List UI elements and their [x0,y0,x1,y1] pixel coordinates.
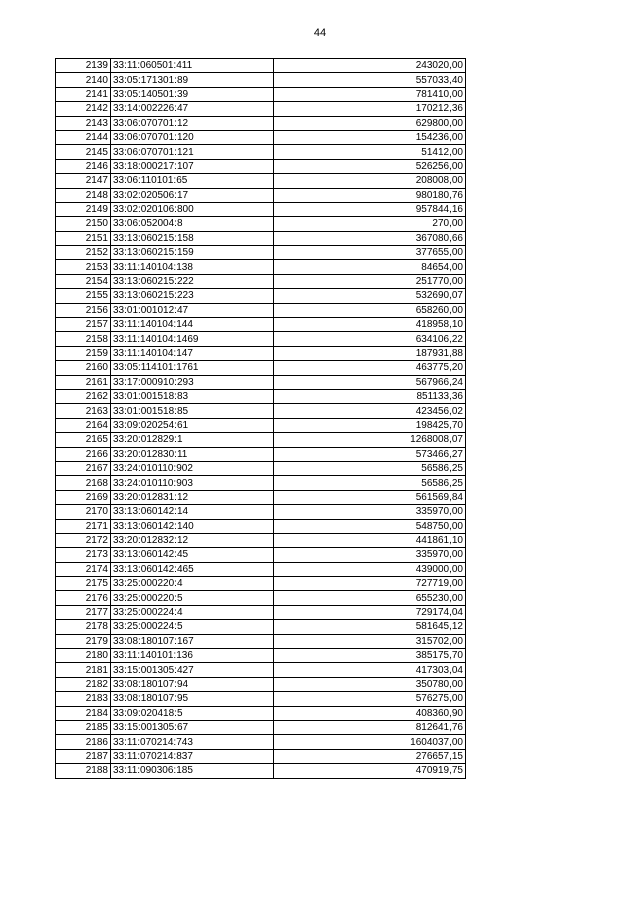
cadastral-number-cell: 33:25:000220:4 [111,577,274,591]
cadastral-number-cell: 33:06:070701:12 [111,116,274,130]
table-row [56,174,466,188]
cadastral-number-cell: 33:11:070214:837 [111,749,274,763]
row-number-cell: 2152 [56,246,111,260]
row-number-cell: 2188 [56,764,111,778]
cadastral-number-cell: 33:06:052004:8 [111,217,274,231]
cadastral-number-cell: 33:05:114101:1761 [111,361,274,375]
table-row [56,116,466,130]
cadastral-number-cell: 33:13:060142:14 [111,505,274,519]
row-number-cell: 2175 [56,577,111,591]
cadastral-number-cell: 33:01:001012:47 [111,303,274,317]
row-number-cell: 2160 [56,361,111,375]
cadastral-number-cell: 33:13:060142:45 [111,548,274,562]
table-row [56,490,466,504]
row-number-cell: 2182 [56,677,111,691]
row-number-cell: 2151 [56,231,111,245]
table-row [56,519,466,533]
cadastral-number-cell: 33:05:140501:39 [111,87,274,101]
table-row [56,505,466,519]
table-row [56,318,466,332]
row-number-cell: 2141 [56,87,111,101]
value-cell: 170212,36 [274,102,466,116]
value-cell: 658260,00 [274,303,466,317]
cadastral-number-cell: 33:14:002226:47 [111,102,274,116]
value-cell: 470919,75 [274,764,466,778]
value-cell: 367080,66 [274,231,466,245]
table-row [56,764,466,778]
cadastral-number-cell: 33:11:060501:411 [111,59,274,73]
row-number-cell: 2146 [56,159,111,173]
table-row [56,663,466,677]
cadastral-number-cell: 33:11:140104:147 [111,346,274,360]
cadastral-number-cell: 33:11:140104:144 [111,318,274,332]
cadastral-number-cell: 33:08:180107:94 [111,677,274,691]
row-number-cell: 2148 [56,188,111,202]
row-number-cell: 2140 [56,73,111,87]
cadastral-number-cell: 33:20:012831:12 [111,490,274,504]
value-cell: 208008,00 [274,174,466,188]
cadastral-number-cell: 33:18:000217:107 [111,159,274,173]
value-cell: 567966,24 [274,375,466,389]
cadastral-number-cell: 33:02:020506:17 [111,188,274,202]
row-number-cell: 2165 [56,433,111,447]
row-number-cell: 2158 [56,332,111,346]
cadastral-number-cell: 33:24:010110:903 [111,476,274,490]
value-cell: 51412,00 [274,145,466,159]
table-row [56,476,466,490]
value-cell: 1268008,07 [274,433,466,447]
value-cell: 441861,10 [274,533,466,547]
value-cell: 573466,27 [274,447,466,461]
row-number-cell: 2166 [56,447,111,461]
cadastral-number-cell: 33:11:090306:185 [111,764,274,778]
cadastral-number-cell: 33:13:060215:159 [111,246,274,260]
cadastral-number-cell: 33:13:060215:222 [111,274,274,288]
row-number-cell: 2164 [56,418,111,432]
table-row [56,260,466,274]
row-number-cell: 2159 [56,346,111,360]
table-row [56,605,466,619]
table-row [56,375,466,389]
value-cell: 56586,25 [274,461,466,475]
cadastral-number-cell: 33:13:060215:223 [111,289,274,303]
table-row [56,692,466,706]
cadastral-number-cell: 33:13:060215:158 [111,231,274,245]
table-row [56,346,466,360]
table-row [56,649,466,663]
row-number-cell: 2179 [56,634,111,648]
table-row [56,749,466,763]
value-cell: 463775,20 [274,361,466,375]
value-cell: 532690,07 [274,289,466,303]
table-row [56,274,466,288]
cadastral-number-cell: 33:11:140104:1469 [111,332,274,346]
table-row [56,73,466,87]
row-number-cell: 2161 [56,375,111,389]
row-number-cell: 2142 [56,102,111,116]
table-row [56,562,466,576]
value-cell: 423456,02 [274,404,466,418]
row-number-cell: 2172 [56,533,111,547]
cadastral-number-cell: 33:06:070701:120 [111,130,274,144]
table-row [56,591,466,605]
row-number-cell: 2176 [56,591,111,605]
row-number-cell: 2155 [56,289,111,303]
row-number-cell: 2174 [56,562,111,576]
row-number-cell: 2183 [56,692,111,706]
value-cell: 727719,00 [274,577,466,591]
row-number-cell: 2150 [56,217,111,231]
table-row [56,735,466,749]
value-cell: 629800,00 [274,116,466,130]
value-cell: 270,00 [274,217,466,231]
table-row [56,217,466,231]
row-number-cell: 2163 [56,404,111,418]
table-body [56,59,466,779]
value-cell: 276657,15 [274,749,466,763]
value-cell: 335970,00 [274,505,466,519]
registry-table [55,58,466,779]
value-cell: 56586,25 [274,476,466,490]
cadastral-number-cell: 33:17:000910:293 [111,375,274,389]
value-cell: 957844,16 [274,202,466,216]
value-cell: 385175,70 [274,649,466,663]
row-number-cell: 2177 [56,605,111,619]
row-number-cell: 2181 [56,663,111,677]
row-number-cell: 2170 [56,505,111,519]
cadastral-number-cell: 33:09:020418:5 [111,706,274,720]
cadastral-number-cell: 33:09:020254:61 [111,418,274,432]
value-cell: 84654,00 [274,260,466,274]
cadastral-number-cell: 33:01:001518:83 [111,389,274,403]
cadastral-number-cell: 33:20:012829:1 [111,433,274,447]
table-row [56,720,466,734]
cadastral-number-cell: 33:15:001305:67 [111,720,274,734]
value-cell: 561569,84 [274,490,466,504]
value-cell: 634106,22 [274,332,466,346]
cadastral-number-cell: 33:06:110101:65 [111,174,274,188]
value-cell: 315702,00 [274,634,466,648]
cadastral-number-cell: 33:05:171301:89 [111,73,274,87]
cadastral-number-cell: 33:08:180107:95 [111,692,274,706]
table-row [56,620,466,634]
table-row [56,332,466,346]
cadastral-number-cell: 33:20:012830:11 [111,447,274,461]
cadastral-number-cell: 33:01:001518:85 [111,404,274,418]
table-row [56,361,466,375]
row-number-cell: 2162 [56,389,111,403]
row-number-cell: 2168 [56,476,111,490]
value-cell: 729174,04 [274,605,466,619]
value-cell: 851133,36 [274,389,466,403]
cadastral-number-cell: 33:08:180107:167 [111,634,274,648]
table-row [56,87,466,101]
value-cell: 655230,00 [274,591,466,605]
table-row [56,533,466,547]
cadastral-number-cell: 33:11:140104:138 [111,260,274,274]
value-cell: 418958,10 [274,318,466,332]
table-row [56,634,466,648]
table-row [56,188,466,202]
table-row [56,433,466,447]
table-row [56,303,466,317]
table-row [56,246,466,260]
row-number-cell: 2178 [56,620,111,634]
row-number-cell: 2147 [56,174,111,188]
value-cell: 526256,00 [274,159,466,173]
row-number-cell: 2154 [56,274,111,288]
value-cell: 335970,00 [274,548,466,562]
value-cell: 980180,76 [274,188,466,202]
table-row [56,231,466,245]
table-row [56,289,466,303]
row-number-cell: 2171 [56,519,111,533]
table-row [56,447,466,461]
table-row [56,159,466,173]
table-row [56,404,466,418]
row-number-cell: 2157 [56,318,111,332]
value-cell: 417303,04 [274,663,466,677]
table-row [56,102,466,116]
table-row [56,59,466,73]
value-cell: 581645,12 [274,620,466,634]
table-row [56,202,466,216]
row-number-cell: 2184 [56,706,111,720]
value-cell: 576275,00 [274,692,466,706]
value-cell: 198425,70 [274,418,466,432]
value-cell: 548750,00 [274,519,466,533]
row-number-cell: 2167 [56,461,111,475]
table-row [56,548,466,562]
row-number-cell: 2144 [56,130,111,144]
row-number-cell: 2173 [56,548,111,562]
table-row [56,418,466,432]
value-cell: 781410,00 [274,87,466,101]
table-row [56,577,466,591]
row-number-cell: 2169 [56,490,111,504]
row-number-cell: 2180 [56,649,111,663]
value-cell: 154236,00 [274,130,466,144]
value-cell: 408360,90 [274,706,466,720]
row-number-cell: 2153 [56,260,111,274]
cadastral-number-cell: 33:25:000224:5 [111,620,274,634]
table-row [56,706,466,720]
table-row [56,677,466,691]
cadastral-number-cell: 33:13:060142:465 [111,562,274,576]
cadastral-number-cell: 33:15:001305:427 [111,663,274,677]
row-number-cell: 2185 [56,720,111,734]
value-cell: 439000,00 [274,562,466,576]
row-number-cell: 2145 [56,145,111,159]
value-cell: 187931,88 [274,346,466,360]
row-number-cell: 2143 [56,116,111,130]
cadastral-number-cell: 33:20:012832:12 [111,533,274,547]
value-cell: 812641,76 [274,720,466,734]
row-number-cell: 2139 [56,59,111,73]
value-cell: 251770,00 [274,274,466,288]
cadastral-number-cell: 33:11:070214:743 [111,735,274,749]
cadastral-number-cell: 33:02:020106:800 [111,202,274,216]
table-row [56,389,466,403]
value-cell: 350780,00 [274,677,466,691]
value-cell: 557033,40 [274,73,466,87]
cadastral-number-cell: 33:24:010110:902 [111,461,274,475]
table-row [56,461,466,475]
value-cell: 243020,00 [274,59,466,73]
cadastral-number-cell: 33:25:000220:5 [111,591,274,605]
page-number: 44 [313,27,327,39]
row-number-cell: 2187 [56,749,111,763]
row-number-cell: 2186 [56,735,111,749]
row-number-cell: 2156 [56,303,111,317]
table-row [56,145,466,159]
row-number-cell: 2149 [56,202,111,216]
cadastral-number-cell: 33:25:000224:4 [111,605,274,619]
table-row [56,130,466,144]
cadastral-number-cell: 33:06:070701:121 [111,145,274,159]
cadastral-number-cell: 33:11:140101:136 [111,649,274,663]
cadastral-number-cell: 33:13:060142:140 [111,519,274,533]
value-cell: 1604037,00 [274,735,466,749]
value-cell: 377655,00 [274,246,466,260]
